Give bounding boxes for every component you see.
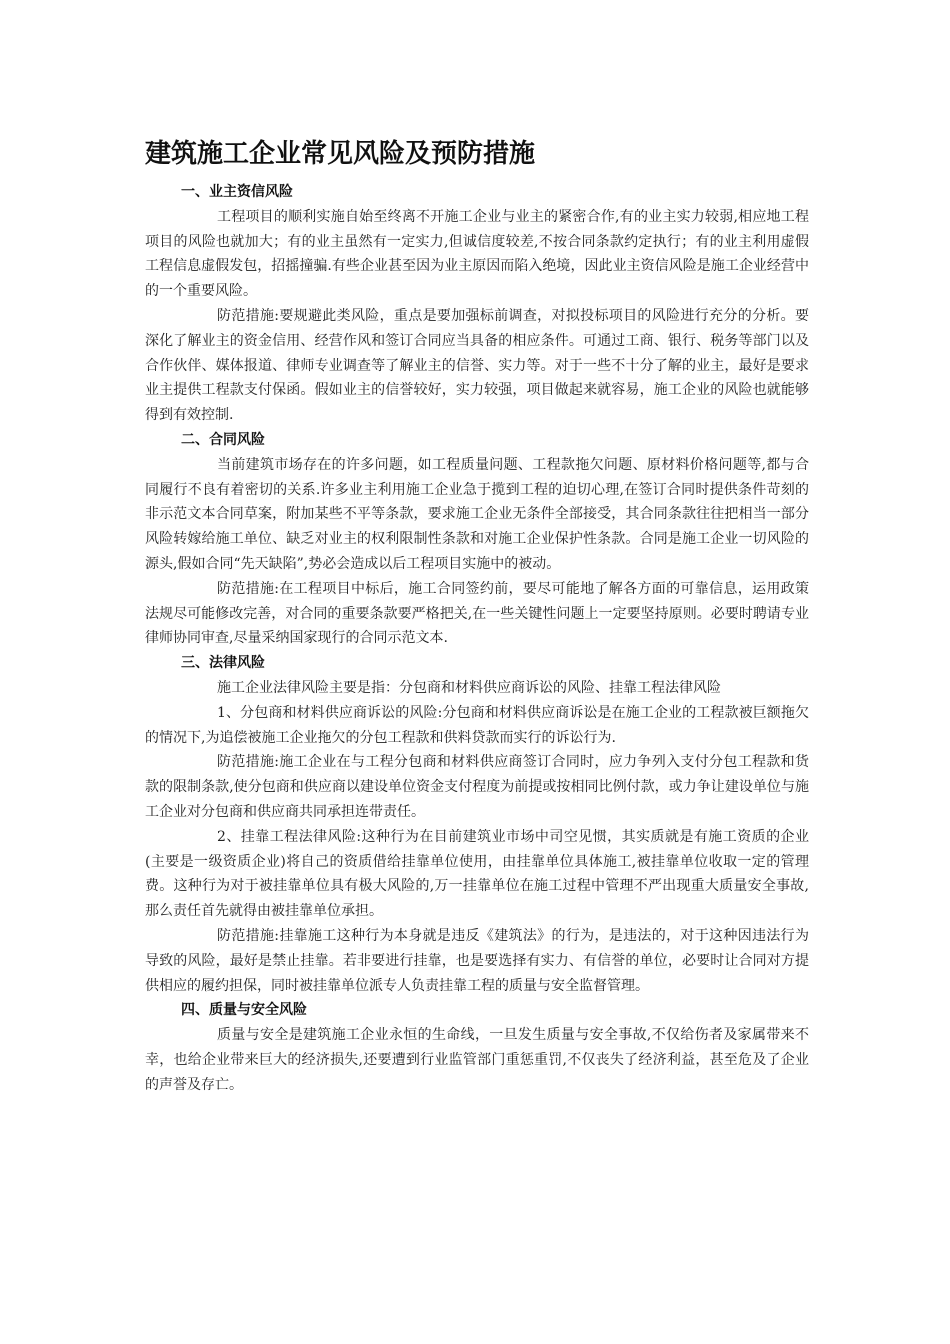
section-heading: 四、质量与安全风险 xyxy=(181,1002,307,1019)
section-heading: 一、业主资信风险 xyxy=(181,184,293,200)
section-legal-risk xyxy=(145,651,809,998)
document-title: 建筑施工企业常见风险及预防措施 xyxy=(145,139,536,169)
body-paragraph: 防范措施:在工程项目中标后，施工合同签约前，要尽可能地了解各方面的可靠信息，运用政策法规尽可能修改完善，对合同的重要条款要严格把关,在一些关键性问题上一定要坚持原则。必要时聘请专业律师协同审查,尽量采纳国家现行的合同示范文本. xyxy=(145,580,809,647)
document-page xyxy=(145,138,809,1097)
body-paragraph: 防范措施:要规避此类风险，重点是要加强标前调查，对拟投标项目的风险进行充分的分析。要深化了解业主的资金信用、经营作风和签订合同应当具备的相应条件。可通过工商、银行、税务等部门以及合作伙伴、媒体报道、律师专业调查等了解业主的信誉、实力等。对于一些不十分了解的业主，最好是要求业主提供工程款支付保函。假如业主的信誉较好，实力较强，项目做起来就容易，施工企业的风险也就能够得到有效控制. xyxy=(145,307,809,424)
body-paragraph: 施工企业法律风险主要是指：分包商和材料供应商诉讼的风险、挂靠工程法律风险 xyxy=(217,679,721,696)
section-heading: 三、法律风险 xyxy=(181,655,265,672)
body-paragraph: 2、挂靠工程法律风险:这种行为在目前建筑业市场中司空见惯，其实质就是有施工资质的企业(主要是一级资质企业)将自己的资质借给挂靠单位使用，由挂靠单位具体施工,被挂靠单位收取一定的管理费。这种行为对于被挂靠单位具有极大风险的,万一挂靠单位在施工过程中管理不严出现重大质量安全事故,那么责任首先就得由被挂靠单位承担。 xyxy=(145,828,809,920)
body-paragraph: 防范措施:挂靠施工这种行为本身就是违反《建筑法》的行为，是违法的，对于这种因违法行为导致的风险，最好是禁止挂靠。若非要进行挂靠，也是要选择有实力、有信誉的单位，必要时让合同对方提供相应的履约担保，同时被挂靠单位派专人负责挂靠工程的质量与安全监督管理。 xyxy=(145,927,809,994)
body-paragraph: 质量与安全是建筑施工企业永恒的生命线，一旦发生质量与安全事故,不仅给伤者及家属带来不幸，也给企业带来巨大的经济损失,还要遭到行业监管部门重惩重罚,不仅丧失了经济利益，甚至危及了企业的声誉及存亡。 xyxy=(145,1027,809,1093)
section-heading: 二、合同风险 xyxy=(181,431,265,448)
body-paragraph: 防范措施:施工企业在与工程分包商和材料供应商签订合同时，应力争列入支付分包工程款和货款的限制条款,使分包商和供应商以建设单位资金支付程度为前提或按相同比例付款，或力争让建设单位与施工企业对分包商和供应商共同承担连带责任。 xyxy=(145,754,809,820)
body-paragraph: 当前建筑市场存在的许多问题，如工程质量问题、工程款拖欠问题、原材料价格问题等,都与合同履行不良有着密切的关系.许多业主利用施工企业急于揽到工程的迫切心理,在签订合同时提供条件苛刻的非示范文本合同草案，附加某些不平等条款，要求施工企业无条件全部接受，其合同条款往往把相当一部分风险转嫁给施工单位、缺乏对业主的权利限制性条款和对施工企业保护性条款。合同是施工企业一切风险的源头,假如合同“先天缺陷”,势必会造成以后工程项目实施中的被动。 xyxy=(145,456,809,572)
section-quality-safety-risk xyxy=(145,998,809,1097)
section-owner-credit-risk xyxy=(145,180,809,428)
section-contract-risk xyxy=(145,428,809,651)
body-paragraph: 工程项目的顺利实施自始至终离不开施工企业与业主的紧密合作,有的业主实力较弱,相应地工程项目的风险也就加大；有的业主虽然有一定实力,但诚信度较差,不按合同条款约定执行；有的业主利用虚假工程信息虚假发包，招摇撞骗.有些企业甚至因为业主原因而陷入绝境，因此业主资信风险是施工企业经营中的一个重要风险。 xyxy=(145,208,809,300)
body-paragraph: 1、分包商和材料供应商诉讼的风险:分包商和材料供应商诉讼是在施工企业的工程款被巨额拖欠的情况下,为追偿被施工企业拖欠的分包工程款和供料贷款而实行的诉讼行为. xyxy=(145,704,809,746)
